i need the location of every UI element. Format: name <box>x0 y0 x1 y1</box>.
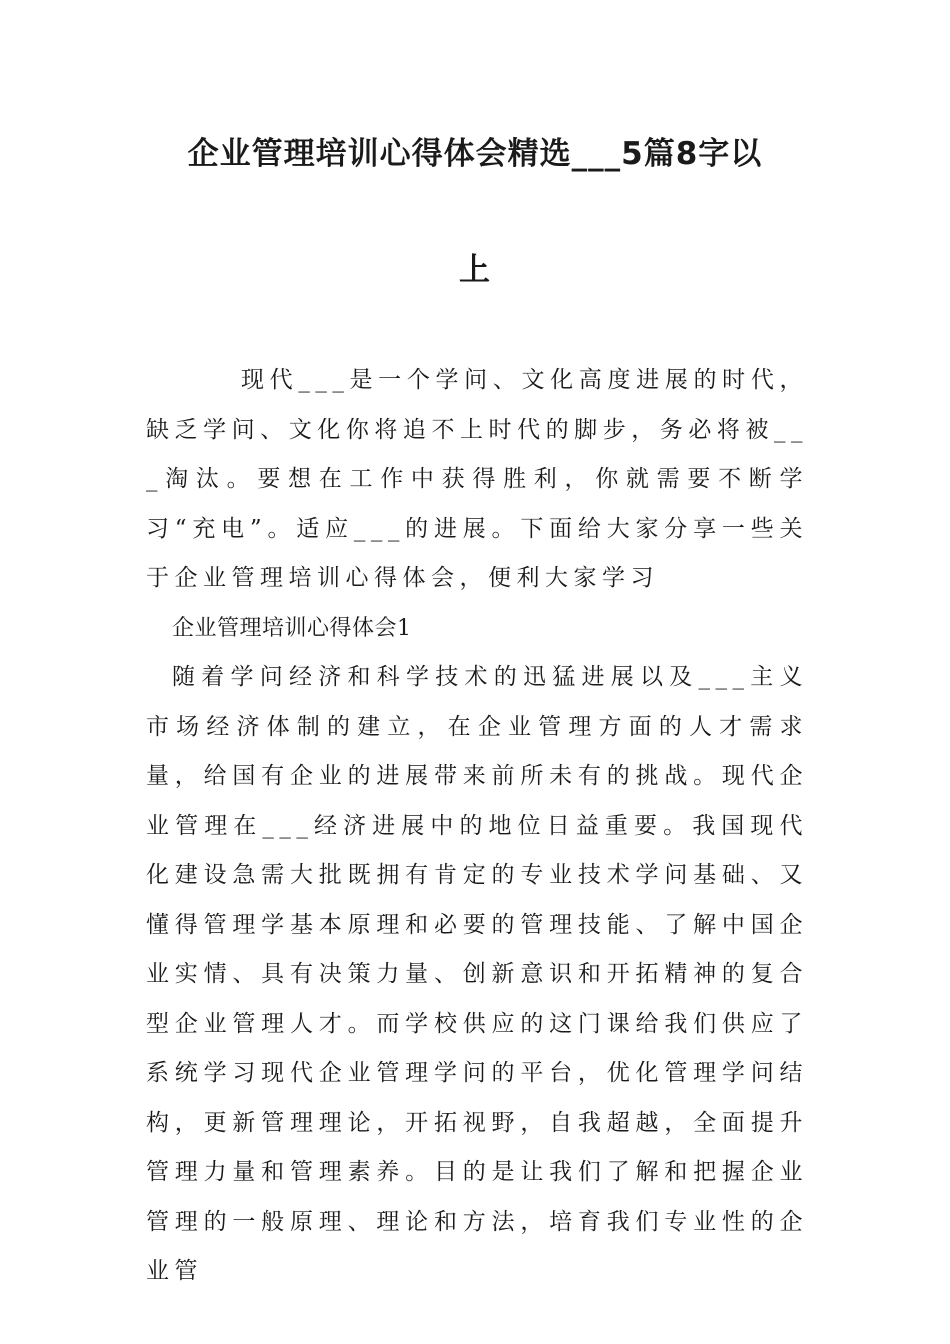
document-body <box>146 356 808 1297</box>
intro-paragraph: 现代___是一个学问、文化高度进展的时代，缺乏学问、文化你将追不上时代的脚步，务必将被___淘汰。要想在工作中获得胜利，你就需要不断学习“充电”。适应___的进展。下面给大家分享一些关于企业管理培训心得体会，便利大家学习 <box>146 367 808 591</box>
section-heading: 企业管理培训心得体会1 <box>172 615 412 641</box>
section-body-paragraph: 随着学问经济和科学技术的迅猛进展以及___主义市场经济体制的建立，在企业管理方面的人才需求量，给国有企业的进展带来前所未有的挑战。现代企业管理在___经济进展中的地位日益重要。我国现代化建设急需大批既拥有肯定的专业技术学问基础、又懂得管理学基本原理和必要的管理技能、了解中国企业实情、具有决策力量、创新意识和开拓精神的复合型企业管理人才。而学校供应的这门课给我们供应了系统学习现代企业管理学问的平台，优化管理学问结构，更新管理理论，开拓视野，自我超越，全面提升管理力量和管理素养。目的是让我们了解和把握企业管理的一般原理、理论和方法，培育我们专业性的企业管 <box>146 664 808 1284</box>
document-title-line-2: 上 <box>459 252 491 288</box>
document-title-line-1: 企业管理培训心得体会精选___5篇8字以 <box>187 136 763 172</box>
